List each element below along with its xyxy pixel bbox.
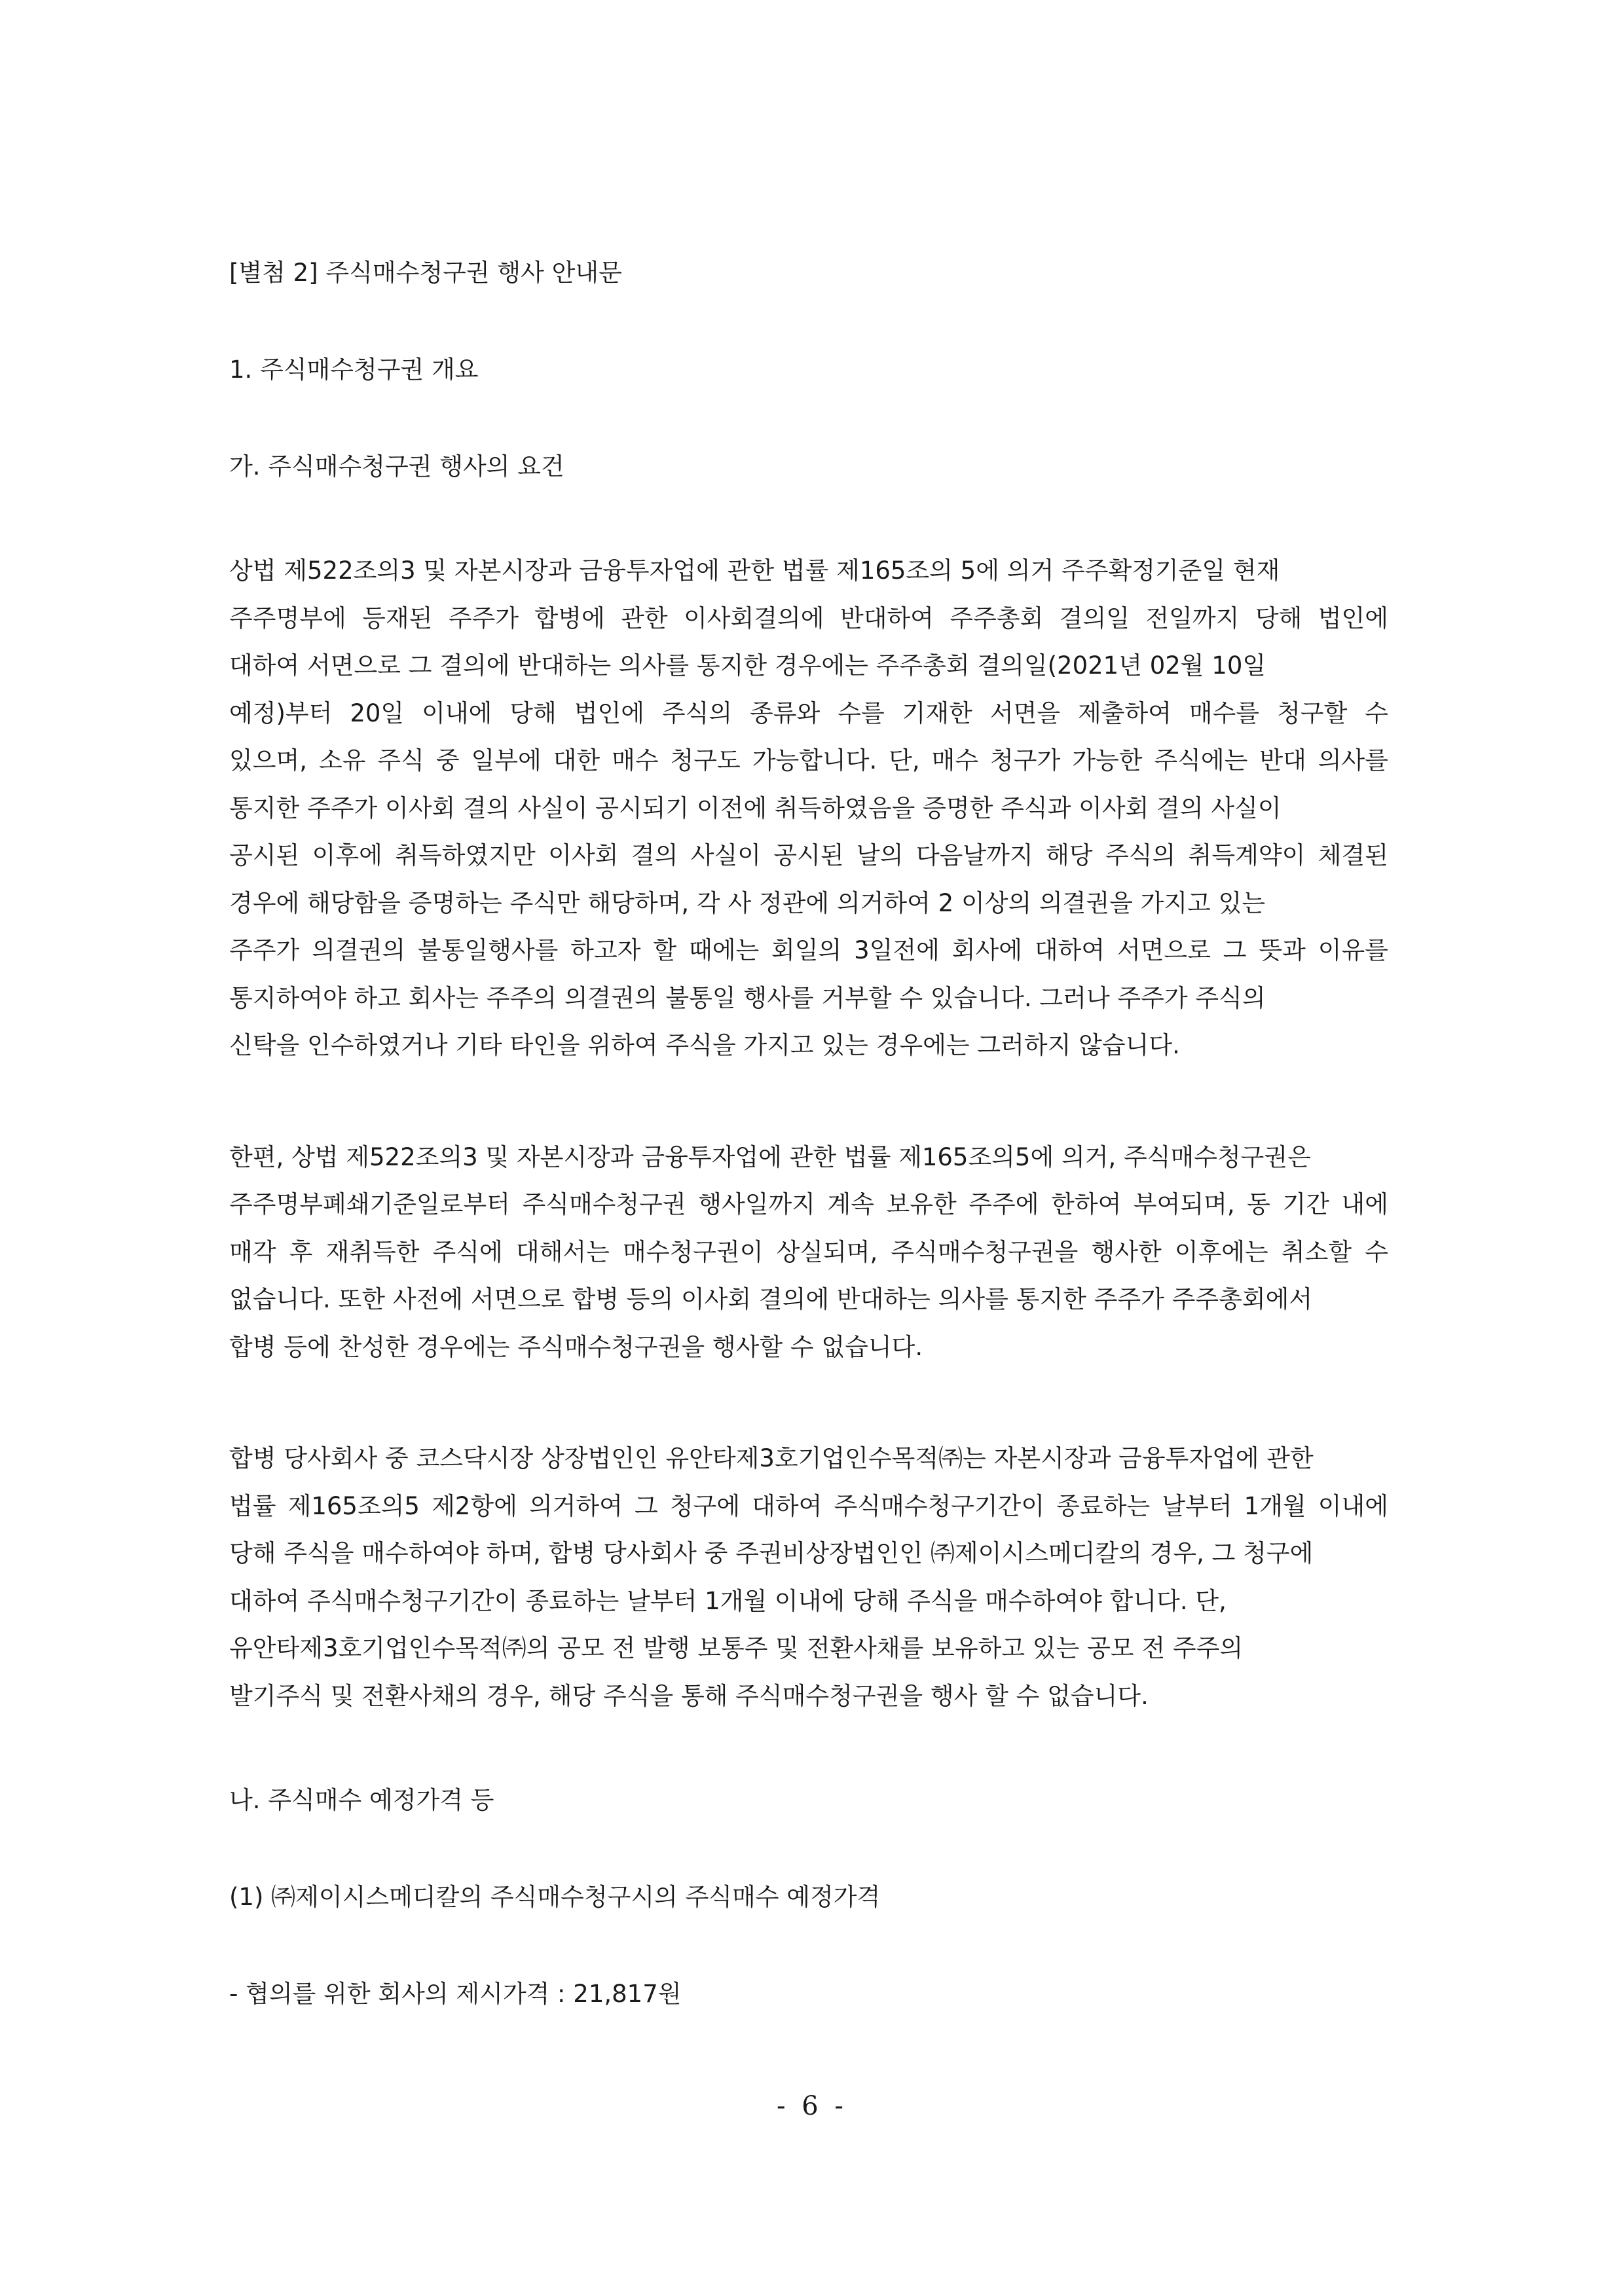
paragraph-line: 예정)부터 20일 이내에 당해 법인에 주식의 종류와 수를 기재한 서면을 제출하여 매수를 청구할 수 [229,699,1388,727]
paragraph-line: 당해 주식을 매수하여야 하며, 합병 당사회사 중 주권비상장법인인 ㈜제이시스메디칼의 경우, 그 청구에 [229,1539,1314,1567]
paragraph-line: 대하여 주식매수청구기간이 종료하는 날부터 1개월 이내에 당해 주식을 매수하여야 합니다. 단, [229,1586,1227,1615]
paragraph-line: 공시된 이후에 취득하였지만 이사회 결의 사실이 공시된 날의 다음날까지 해당 주식의 취득계약이 체결된 [229,841,1388,869]
paragraph-line: 법률 제165조의5 제2항에 의거하여 그 청구에 대하여 주식매수청구기간이 종료하는 날부터 1개월 이내에 [229,1491,1388,1520]
item-title: (1) ㈜제이시스메디칼의 주식매수청구시의 주식매수 예정가격 [229,1883,881,1911]
paragraph-line: 신탁을 인수하였거나 기타 타인을 위하여 주식을 가지고 있는 경우에는 그러하지 않습니다. [229,1031,1180,1059]
paragraph-line: 통지하여야 하고 회사는 주주의 의결권의 불통일 행사를 거부할 수 있습니다. 그러나 주주가 주식의 [229,983,1266,1012]
paragraph-line: 합병 당사회사 중 코스닥시장 상장법인인 유안타제3호기업인수목적㈜는 자본시장과 금융투자업에 관한 [229,1444,1314,1472]
page-number: - 6 - [777,2091,847,2121]
document-body [229,257,1388,2011]
paragraph-line: 없습니다. 또한 사전에 서면으로 합병 등의 이사회 결의에 반대하는 의사를 통지한 주주가 주주총회에서 [229,1285,1313,1313]
subsection-title-na: 나. 주식매수 예정가격 등 [229,1786,494,1814]
paragraph-line: 통지한 주주가 이사회 결의 사실이 공시되기 이전에 취득하였음을 증명한 주식과 이사회 결의 사실이 [229,793,1282,822]
paragraph-line: 유안타제3호기업인수목적㈜의 공모 전 발행 보통주 및 전환사채를 보유하고 있는 공모 전 주주의 [229,1634,1244,1662]
paragraph-holding-conditions [229,1134,1388,1372]
paragraph-line: 매각 후 재취득한 주식에 대해서는 매수청구권이 상실되며, 주식매수청구권을 행사한 이후에는 취소할 수 [229,1237,1388,1266]
offer-price-line: - 협의를 위한 회사의 제시가격 : 21,817원 [229,1980,682,2008]
paragraph-line: 주주가 의결권의 불통일행사를 하고자 할 때에는 회일의 3일전에 회사에 대하여 서면으로 그 뜻과 이유를 [229,936,1388,964]
subsection-title-ga: 가. 주식매수청구권 행사의 요건 [229,452,564,481]
paragraph-line: 상법 제522조의3 및 자본시장과 금융투자업에 관한 법률 제165조의 5에 의거 주주확정기준일 현재 [229,556,1280,585]
paragraph-line: 합병 등에 찬성한 경우에는 주식매수청구권을 행사할 수 없습니다. [229,1332,923,1361]
paragraph-line: 발기주식 및 전환사채의 경우, 해당 주식을 통해 주식매수청구권을 행사 할 수 없습니다. [229,1681,1149,1710]
paragraph-line: 경우에 해당함을 증명하는 주식만 해당하며, 각 사 정관에 의거하여 2 이상의 의결권을 가지고 있는 [229,888,1266,917]
paragraph-line: 있으며, 소유 주식 중 일부에 대한 매수 청구도 가능합니다. 단, 매수 청구가 가능한 주식에는 반대 의사를 [229,746,1388,774]
attachment-title: [별첨 2] 주식매수청구권 행사 안내문 [229,259,622,287]
paragraph-line: 대하여 서면으로 그 결의에 반대하는 의사를 통지한 경우에는 주주총회 결의일(2021년 02월 10일 [229,651,1266,680]
paragraph-line: 주주명부폐쇄기준일로부터 주식매수청구권 행사일까지 계속 보유한 주주에 한하여 부여되며, 동 기간 내에 [229,1190,1388,1218]
paragraph-line: 한편, 상법 제522조의3 및 자본시장과 금융투자업에 관한 법률 제165조의5에 의거, 주식매수청구권은 [229,1142,1311,1171]
paragraph-purchase-obligation [229,1435,1388,1720]
paragraph-requirements [229,547,1388,1070]
section-title: 1. 주식매수청구권 개요 [229,355,479,384]
paragraph-line: 주주명부에 등재된 주주가 합병에 관한 이사회결의에 반대하여 주주총회 결의일 전일까지 당해 법인에 [229,604,1388,632]
